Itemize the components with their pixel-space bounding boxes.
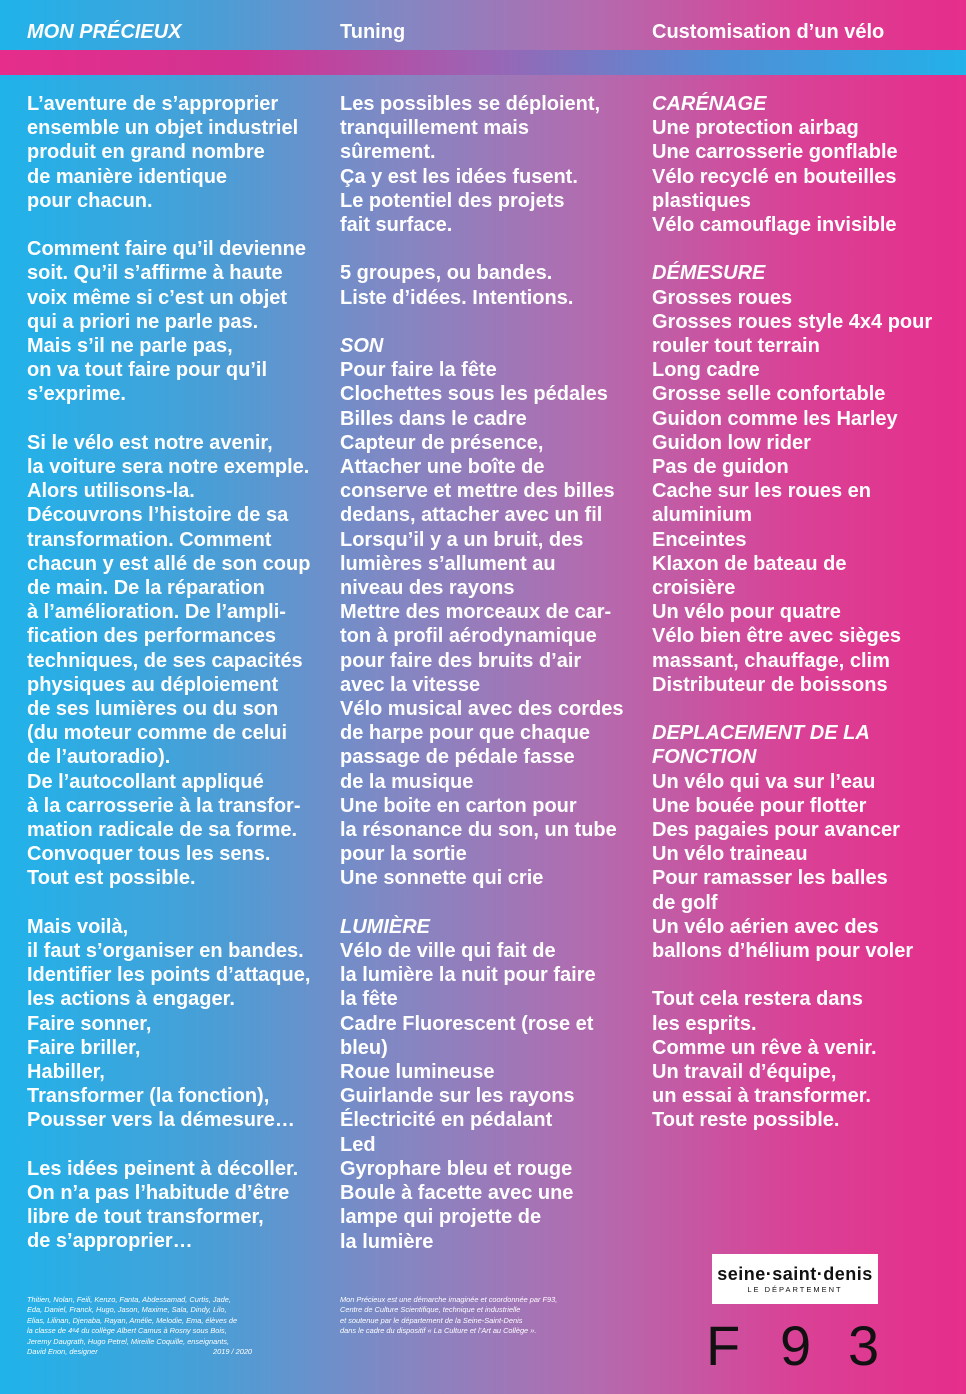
paragraph-ideas: Les idées peinent à décoller. On n’a pas l’habitude d’être libre de tout transformer, de s’approprier… <box>27 1157 299 1253</box>
f93-letter-9: 9 <box>780 1314 812 1377</box>
f93-letter-f: F <box>706 1314 741 1377</box>
paragraph-possibilities: Les possibles se déploient, tranquillement mais sûrement. Ça y est les idées fusent. Le potentiel des projets fait surface. <box>340 93 601 237</box>
heading-demesure: DÉMESURE <box>652 262 766 285</box>
f93-letter-3: 3 <box>848 1314 880 1377</box>
section-topic: Customisation d’un vélo <box>652 21 885 43</box>
f93-logo <box>706 1316 886 1376</box>
list-demesure: Grosses roues Grosses roues style 4x4 pour rouler tout terrain Long cadre Grosse selle confortable Guidon comme les Harley Guidon low rider Pas de guidon Cache sur les roues en aluminium Enceintes Klaxon de bateau de croisière Un vélo pour quatre Vélo bien être avec sièges massant, chauffage, clim Distributeur de boissons <box>652 286 933 696</box>
credits-block <box>27 1295 327 1357</box>
seine-saint-denis-logo <box>712 1254 878 1304</box>
list-deplacement: Un vélo qui va sur l’eau Une bouée pour flotter Des pagaies pour avancer Un vélo traineau Pour ramasser les balles de golf Un vélo aérien avec des ballons d’hélium pour voler <box>652 770 914 963</box>
section-demesure <box>652 261 952 697</box>
section-subtitle: Tuning <box>340 21 406 43</box>
list-son: Pour faire la fête Clochettes sous les pédales Billes dans le cadre Capteur de présence, Attacher une boîte de conserve et mettre des billes dedans, attacher avec un fil Lorsqu’il y a un bruit, des lumières s’allument au niveau des rayons Mettre des morceaux de car- ton à profil aérodynamique pour faire des bruits d’air avec la vitesse Vélo musical avec des cordes de harpe pour que chaque passage de pédale fasse de la musique Une boite en carton pour la résonance du son, un tube pour la sortie Une sonnette qui crie <box>340 359 624 890</box>
heading-carenage: CARÉNAGE <box>652 93 767 115</box>
heading-deplacement: DEPLACEMENT DE LA FONCTION <box>652 722 870 769</box>
project-title: MON PRÉCIEUX <box>27 21 182 43</box>
column-ideas <box>340 92 640 1254</box>
column-customisation <box>652 92 952 1133</box>
logo-subtitle: LE DÉPARTEMENT <box>747 1285 843 1294</box>
heading-lumiere: LUMIÈRE <box>340 915 430 938</box>
paragraph-voice: Comment faire qu’il devienne soit. Qu’il s’affirme à haute voix même si c’est un objet qui a priori ne parle pas. Mais s’il ne parle pas, on va tout faire pour qu’il s’exprime. <box>27 238 306 406</box>
paragraph-car-example: Si le vélo est notre avenir, la voiture sera notre exemple. Alors utilisons-la. Découvrons l’histoire de sa transformation. Comment chacun y est allé de son coup de main. De la réparation à l’amélioration. De l’ampli- fication des performances techniques, de ses capacités physiques au déploiement de ses lumières ou du son (du moteur comme de celui de l’autoradio). De l’autocollant appliqué à la carrosserie à la transfor- mation radicale de sa forme. Convoquer tous les sens. Tout est possible. <box>27 431 311 890</box>
column-introduction <box>27 92 327 1254</box>
credits-text: Thitien, Nolan, Feili, Kenzo, Fanta, Abdessamad, Curtis, Jade, Eda, Daniel, Franck, Hugo, Jason, Maxime, Sala, Dindy, Lilo, Elias, Lilinan, Djenaba, Rayan, Amélie, Melodie, Ema, élèves de la classe de 4ᵉ4 du collège Albert Camus à Rosny sous Bois, Jeremy Daugrath, Hugo Petrel, Mireille Coquille, enseignants, David Enon, designer <box>27 1295 238 1357</box>
paragraph-intro: L’aventure de s’approprier ensemble un objet industriel produit en grand nombre de manière identique pour chacun. <box>27 93 299 212</box>
project-note: Mon Précieux est une démarche imaginée et coordonnée par F93, Centre de Culture Scientifique, technique et industrielle et soutenue par le département de la Seine-Saint-Denis dans le cadre du dispositif « La Culture et l’Art au Collège ». <box>340 1295 558 1336</box>
school-year: 2019 / 2020 <box>213 1347 253 1357</box>
list-carenage: Une protection airbag Une carrosserie gonflable Vélo recyclé en bouteilles plastiques Vélo camouflage invisible <box>652 117 898 237</box>
header-bar <box>0 0 966 50</box>
section-carenage <box>652 92 952 237</box>
paragraph-groups: 5 groupes, ou bandes. Liste d’idées. Intentions. <box>340 262 574 309</box>
color-band <box>0 50 966 75</box>
paragraph-closing: Tout cela restera dans les esprits. Comme un rêve à venir. Un travail d’équipe, un essai à transformer. Tout reste possible. <box>652 988 877 1132</box>
section-lumiere <box>340 915 640 1254</box>
section-deplacement <box>652 721 952 963</box>
section-son <box>340 334 640 891</box>
list-lumiere: Vélo de ville qui fait de la lumière la nuit pour faire la fête Cadre Fluorescent (rose et bleu) Roue lumineuse Guirlande sur les rayons Électricité en pédalant Led Gyrophare bleu et rouge Boule à facette avec une lampe qui projette de la lumière <box>340 940 596 1253</box>
logo-wordmark: seine·saint·denis <box>717 1264 873 1284</box>
heading-son: SON <box>340 335 384 357</box>
paragraph-organise: Mais voilà, il faut s’organiser en bandes. Identifier les points d’attaque, les actions à engager. Faire sonner, Faire briller, Habiller, Transformer (la fonction), Pousser vers la démesure… <box>27 915 311 1132</box>
